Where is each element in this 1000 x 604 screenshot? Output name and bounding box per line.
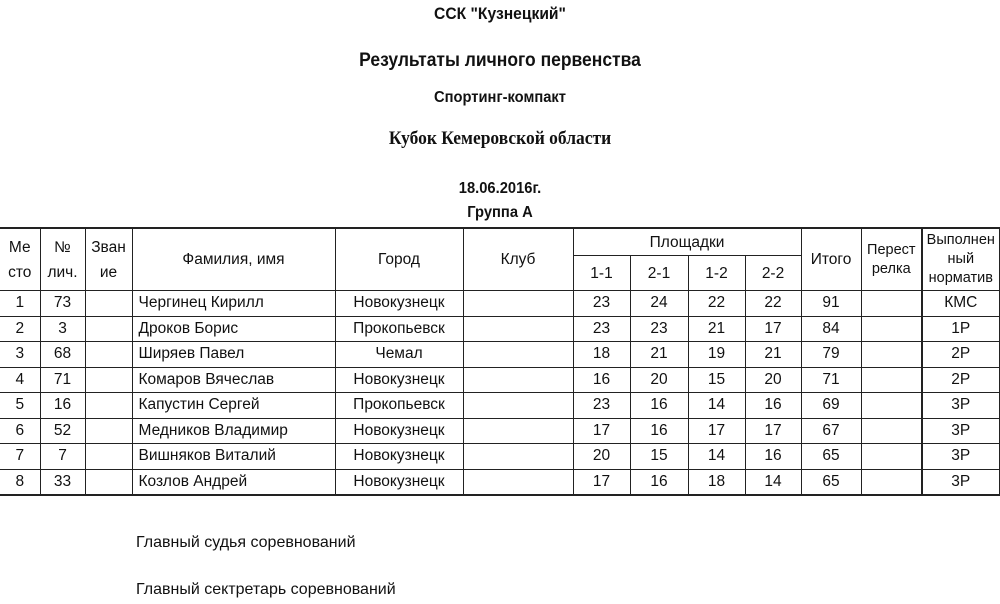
cell-station-2-1: 24 <box>630 291 688 317</box>
cell-city: Прокопьевск <box>335 316 463 342</box>
cell-city: Новокузнецк <box>335 418 463 444</box>
cell-number: 73 <box>40 291 85 317</box>
cell-name: Капустин Сергей <box>132 393 335 419</box>
col-header-station-1-2: 1-2 <box>688 256 745 291</box>
cell-place: 4 <box>0 367 40 393</box>
cell-station-1-2: 14 <box>688 393 745 419</box>
cell-club <box>463 291 573 317</box>
cell-club <box>463 316 573 342</box>
competition-date: 18.06.2016г. <box>458 180 542 197</box>
cell-norm: КМС <box>922 291 999 317</box>
cell-rank <box>85 418 132 444</box>
table-row <box>0 291 999 317</box>
cell-city: Новокузнецк <box>335 444 463 470</box>
cell-station-1-1: 17 <box>573 418 630 444</box>
col-header-total: Итого <box>801 228 861 291</box>
cell-station-1-2: 14 <box>688 444 745 470</box>
col-header-station-1-1: 1-1 <box>573 256 630 291</box>
cell-shootoff <box>861 444 922 470</box>
cell-shootoff <box>861 291 922 317</box>
col-header-rank: Зван ие <box>85 228 132 291</box>
cell-station-2-1: 16 <box>630 418 688 444</box>
cell-station-2-1: 15 <box>630 444 688 470</box>
col-header-stations: Площадки <box>573 228 801 256</box>
cell-station-2-1: 16 <box>630 393 688 419</box>
cell-club <box>463 469 573 495</box>
cell-station-2-2: 20 <box>745 367 801 393</box>
cell-number: 52 <box>40 418 85 444</box>
cell-shootoff <box>861 393 922 419</box>
cell-station-1-2: 17 <box>688 418 745 444</box>
cell-station-1-1: 18 <box>573 342 630 368</box>
results-table <box>0 227 1000 496</box>
document-title: Результаты личного первенства <box>359 50 641 71</box>
cell-place: 5 <box>0 393 40 419</box>
cell-shootoff <box>861 418 922 444</box>
cell-station-1-2: 21 <box>688 316 745 342</box>
cell-shootoff <box>861 342 922 368</box>
cell-norm: 3Р <box>922 418 999 444</box>
cell-place: 6 <box>0 418 40 444</box>
col-header-name: Фамилия, имя <box>132 228 335 291</box>
col-header-station-2-2: 2-2 <box>745 256 801 291</box>
cell-club <box>463 444 573 470</box>
cell-station-2-2: 16 <box>745 444 801 470</box>
club-name: ССК "Кузнецкий" <box>434 4 566 23</box>
cell-name: Медников Владимир <box>132 418 335 444</box>
table-row <box>0 367 999 393</box>
cell-name: Комаров Вячеслав <box>132 367 335 393</box>
competition-name: Кубок Кемеровской области <box>388 128 612 149</box>
cell-station-1-1: 20 <box>573 444 630 470</box>
col-header-city: Город <box>335 228 463 291</box>
cell-station-1-1: 23 <box>573 393 630 419</box>
cell-station-1-2: 18 <box>688 469 745 495</box>
cell-city: Новокузнецк <box>335 367 463 393</box>
cell-total: 65 <box>801 444 861 470</box>
cell-rank <box>85 316 132 342</box>
cell-station-2-2: 17 <box>745 418 801 444</box>
cell-rank <box>85 291 132 317</box>
cell-norm: 1Р <box>922 316 999 342</box>
chief-secretary-label: Главный сектретарь соревнований <box>136 581 396 598</box>
col-header-station-2-1: 2-1 <box>630 256 688 291</box>
cell-shootoff <box>861 367 922 393</box>
cell-total: 65 <box>801 469 861 495</box>
cell-number: 16 <box>40 393 85 419</box>
cell-rank <box>85 342 132 368</box>
cell-station-1-1: 23 <box>573 316 630 342</box>
table-row <box>0 393 999 419</box>
cell-place: 3 <box>0 342 40 368</box>
cell-station-1-1: 23 <box>573 291 630 317</box>
cell-club <box>463 367 573 393</box>
cell-shootoff <box>861 316 922 342</box>
cell-norm: 2Р <box>922 367 999 393</box>
table-row <box>0 418 999 444</box>
cell-total: 71 <box>801 367 861 393</box>
cell-norm: 3Р <box>922 444 999 470</box>
cell-station-2-2: 21 <box>745 342 801 368</box>
cell-station-2-1: 16 <box>630 469 688 495</box>
cell-rank <box>85 393 132 419</box>
cell-place: 8 <box>0 469 40 495</box>
cell-place: 1 <box>0 291 40 317</box>
cell-number: 71 <box>40 367 85 393</box>
cell-rank <box>85 367 132 393</box>
cell-station-1-2: 22 <box>688 291 745 317</box>
col-header-norm: Выполнен ный норматив <box>922 228 999 291</box>
cell-station-2-2: 17 <box>745 316 801 342</box>
cell-name: Дроков Борис <box>132 316 335 342</box>
col-header-place: Ме сто <box>0 228 40 291</box>
cell-total: 79 <box>801 342 861 368</box>
cell-city: Новокузнецк <box>335 291 463 317</box>
table-row <box>0 469 999 495</box>
cell-city: Новокузнецк <box>335 469 463 495</box>
cell-station-2-2: 14 <box>745 469 801 495</box>
cell-norm: 2Р <box>922 342 999 368</box>
cell-number: 3 <box>40 316 85 342</box>
group-label: Группа А <box>467 204 533 221</box>
col-header-club: Клуб <box>463 228 573 291</box>
cell-station-2-2: 22 <box>745 291 801 317</box>
cell-place: 7 <box>0 444 40 470</box>
cell-station-2-1: 20 <box>630 367 688 393</box>
cell-station-1-1: 17 <box>573 469 630 495</box>
cell-name: Чергинец Кирилл <box>132 291 335 317</box>
col-header-shootoff: Перест релка <box>861 228 922 291</box>
discipline: Спортинг-компакт <box>433 89 566 106</box>
cell-norm: 3Р <box>922 393 999 419</box>
cell-rank <box>85 444 132 470</box>
cell-city: Прокопьевск <box>335 393 463 419</box>
cell-station-1-2: 15 <box>688 367 745 393</box>
cell-total: 91 <box>801 291 861 317</box>
table-row <box>0 444 999 470</box>
cell-number: 68 <box>40 342 85 368</box>
cell-city: Чемал <box>335 342 463 368</box>
cell-shootoff <box>861 469 922 495</box>
col-header-number: № лич. <box>40 228 85 291</box>
cell-station-1-1: 16 <box>573 367 630 393</box>
cell-club <box>463 393 573 419</box>
table-row <box>0 316 999 342</box>
cell-total: 84 <box>801 316 861 342</box>
cell-number: 33 <box>40 469 85 495</box>
cell-club <box>463 418 573 444</box>
cell-total: 69 <box>801 393 861 419</box>
cell-name: Вишняков Виталий <box>132 444 335 470</box>
chief-judge-label: Главный судья соревнований <box>136 534 356 551</box>
cell-name: Козлов Андрей <box>132 469 335 495</box>
cell-place: 2 <box>0 316 40 342</box>
table-row <box>0 342 999 368</box>
cell-station-2-1: 21 <box>630 342 688 368</box>
cell-station-1-2: 19 <box>688 342 745 368</box>
cell-rank <box>85 469 132 495</box>
cell-club <box>463 342 573 368</box>
cell-total: 67 <box>801 418 861 444</box>
cell-station-2-1: 23 <box>630 316 688 342</box>
cell-name: Ширяев Павел <box>132 342 335 368</box>
cell-norm: 3Р <box>922 469 999 495</box>
cell-station-2-2: 16 <box>745 393 801 419</box>
cell-number: 7 <box>40 444 85 470</box>
